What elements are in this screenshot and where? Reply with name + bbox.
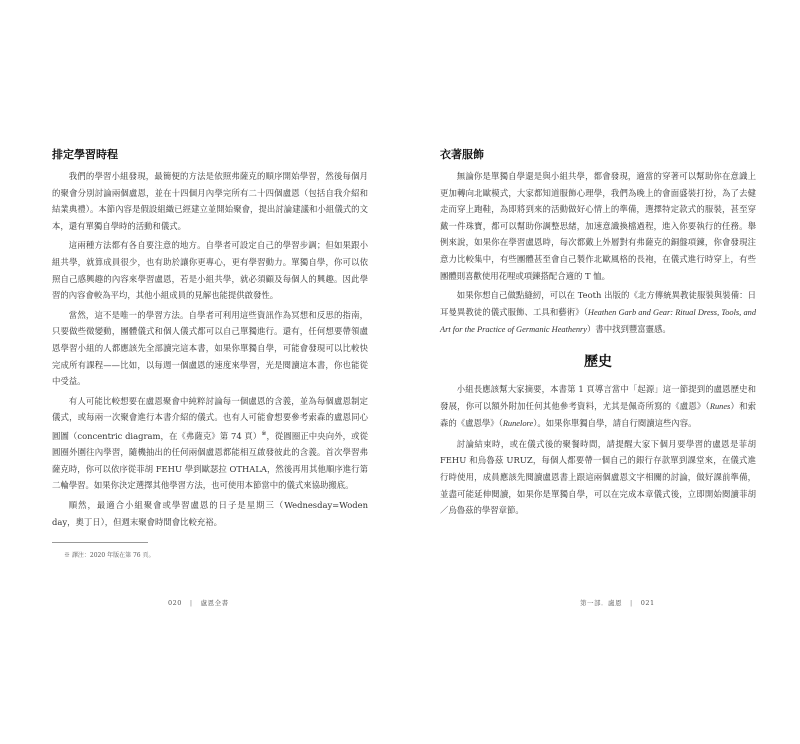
book-title-italic: Heathen Garb and Gear: Ritual Dress, Tools, and Art for the Practice of Germanic Heathenry <box>440 307 757 335</box>
right-running-footer <box>580 598 655 607</box>
page-number: 021 <box>640 599 655 607</box>
paragraph: 當然，這不是唯一的學習方法。自學者可利用這些資訊作為冥想和反思的指南，只要做些微變動，團體儀式和個人儀式都可以自己單獨進行。還有，任何想要帶領盧恩學習小組的人都應該先全部讀完這本書，如果你單獨自學，可能會發現可以比較快完成所有課程——比如，以每週一個盧恩的速度來學習，光是閱讀這本書，你也能從中受益。 <box>52 309 368 387</box>
footer-separator: | <box>630 599 633 607</box>
paragraph <box>52 393 368 494</box>
book-title-italic: Runelore <box>502 419 534 429</box>
footnote-marker: ※ <box>261 429 267 437</box>
paragraph: 討論結束時，或在儀式後的聚餐時間，請提醒大家下個月要學習的盧恩是菲胡 FEHU 和烏魯茲 URUZ，每個人都要帶一個自己的銀行存款單到課堂來，在儀式進行時使用，成員應該先閱讀盧恩書上跟這兩個盧恩文字相關的討論，做好課前準備，並盡可能延伸閱讀，如果你是單獨自學，可以在完成本章儀式後，立即開始閱讀菲胡／烏魯茲的學習章節。 <box>440 438 756 516</box>
footnote: ※ 譯注：2020 年版在第 76 頁。 <box>64 552 155 560</box>
text-run: ，從圓圈正中央向外，或從圓圈外圍往內學習，隨機抽出的任何兩個盧恩都能相互啟發彼此的含義。首次學習弗薩克時，你可以依序從菲胡 FEHU 學到歐瑟拉 OTHALA，然後再用其他順序進行第二輪學習。如果你決定選擇其他學習方法，也可使用本節當中的儀式來協助搬底。 <box>52 430 368 491</box>
section-heading-clothing: 衣著服飾 <box>440 148 484 161</box>
text-run: ）。如果你單獨自學，請自行閱讀這些內容。 <box>533 418 697 429</box>
part-title: 第一部．盧恩 <box>580 599 622 607</box>
book-title-italic: Runes <box>709 401 731 411</box>
text-run: 小組長應該幫大家摘要，本書第 1 頁導言當中「起源」這一節提到的盧恩歷史和發展，你可以額外附加任何其他參考資料，尤其是佩奇所寫的《盧恩》（ <box>440 383 756 411</box>
page-number: 020 <box>168 599 182 607</box>
paragraph: 這兩種方法都有各自要注意的地方。自學者可設定自己的學習步調；但如果跟小組共學，就算成員很少，也有助於讓你更專心，更有學習動力。單獨自學，你可以依照自己感興趣的內容來學習盧恩，若是小組共學，就必須顧及每個人的興趣。因此學習的內容會較為平均，其他小組成員的見解也能提供啟發性。 <box>52 240 368 301</box>
paragraph: 順然，最適合小組聚會或學習盧恩的日子是星期三（Wednesday=Woden day，奧丁日），但週末聚會時間會比較充裕。 <box>52 500 368 527</box>
paragraph <box>440 381 756 433</box>
left-page <box>52 146 368 565</box>
paragraph <box>440 287 756 339</box>
footer-separator: | <box>189 599 193 607</box>
left-running-footer <box>168 598 229 607</box>
text-run: ）和索森的《盧恩學》（ <box>440 400 757 429</box>
text-run: 有人可能比較想要在盧恩聚會中純粹討論每一個盧恩的含義，並為每個盧恩制定儀式，或每兩一次聚會進行本書介紹的儀式。也有人可能會想要參考索森的盧恩同心圓圖（concentric diagram，在《弗薩克》第 74 頁） <box>52 395 368 441</box>
paragraph: 我們的學習小組發現，最簡便的方法是依照弗薩克的順序開始學習，然後每個月的聚會分別討論兩個盧恩，並在十四個月內學完所有二十四個盧恩（包括自我介紹和結業典禮）。本節內容是假設組織已經建立並開始聚會，提出討論建議和小組儀式的文本，還有單獨自學時的活動和儀式。 <box>52 171 368 231</box>
text-run: ）書中找到豐富靈感。 <box>587 324 671 335</box>
text-run: 如果你想自己做點縫紉，可以在 Teoth 出版的《北方傳統異教徒服裝與裝備：日耳曼異教徒的儀式服飾、工具和藝術》（ <box>440 290 756 317</box>
right-page <box>440 146 756 522</box>
section-heading-schedule: 排定學習時程 <box>52 148 118 161</box>
section-heading-history: 歷史 <box>584 353 612 370</box>
paragraph: 無論你是單獨自學還是與小組共學，都會發現，適當的穿著可以幫助你在意識上更加轉向北歐模式，大家都知道服飾心理學，我們為晚上的會面盛裝打扮，為了去健走而穿上跑鞋，為即將到來的活動做好心情上的準備，選擇特定款式的服裝，甚至穿戴一件珠寶，都可以幫助你調整思緒，加速意識換檔過程，進入你要執行的任務。舉例來說，如果你在學習盧恩時，每次都戴上外層對有弗薩克的銅盤項鍊，你會發現注意力比較集中，有些團體甚至會自己製作北歐風格的長袍，在儀式進行時穿上，有些團體則喜歡使用花哩或項鍊搭配合適的 T 恤。 <box>440 171 756 281</box>
book-title: 盧恩全書 <box>200 599 229 607</box>
footnote-rule <box>52 542 148 543</box>
